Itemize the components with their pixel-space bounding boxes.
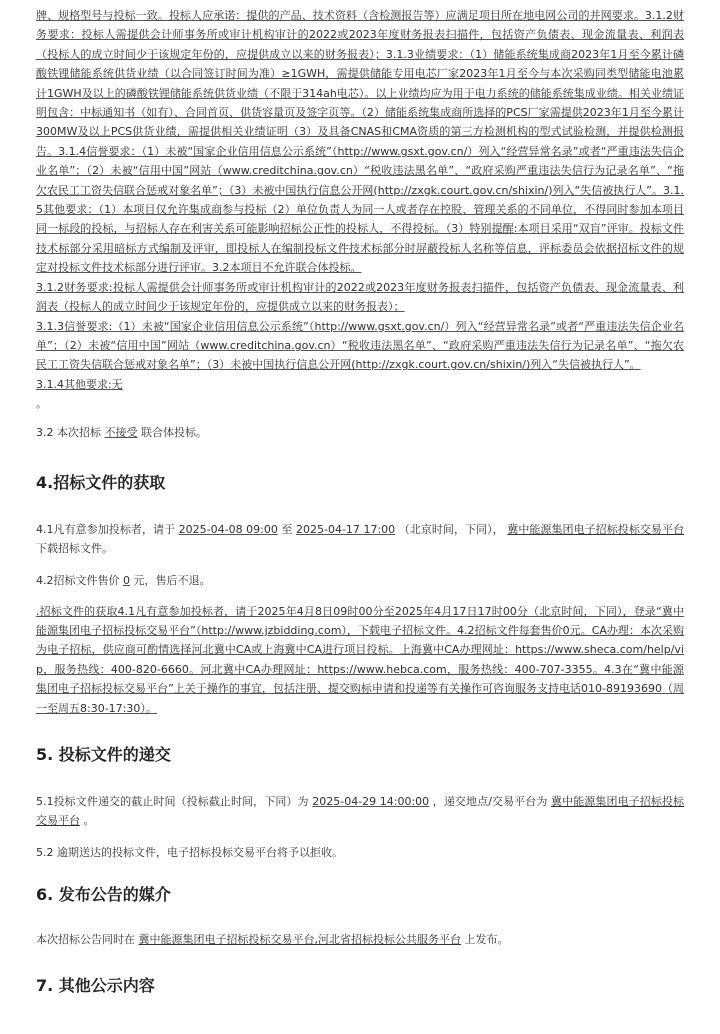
text-fragment: ，递交地点/交易平台为 — [432, 794, 548, 808]
late-submission-text: 5.2 逾期送达的投标文件，电子招标投标交易平台将予以拒收。 — [36, 845, 343, 859]
tender-docs-price-text — [36, 571, 684, 590]
text-fragment: 至 — [281, 522, 293, 536]
platform-link[interactable]: 冀中能源集团电子招标投标交易平台 — [507, 522, 685, 536]
tender-docs-detail-text: .招标文件的获取4.1凡有意参加投标者，请于2025年4月8日09时00分至2025年4月17日17时00分（北京时间，下同），登录“冀中能源集团电子招标投标交易平台”（http://www.jzbidding.com），下载电子招标文件。4.2招标文件每套售价0元。CA办理：本次采购为电子招标，供应商可酌情选择河北冀中CA或上海冀中CA进行项目投标。上海冀中CA办理网址：https://www.sheca.com/help/vip，服务热线：400-820-6660。河北冀中CA办理网址：https://www.hebca.com，服务热线：400-707-3355。4.3在“冀中能源集团电子招标投标交易平台”上关于操作的事宜，包括注册、提交购标申请和投递等有关操作可咨询服务支持电话010-89193690（周一至周五8:30-17:30）。 — [36, 604, 684, 715]
text-fragment: 元，售后不退。 — [133, 573, 211, 587]
download-end-time: 2025-04-17 17:00 — [295, 522, 396, 536]
joint-bid-suffix: 联合体投标。 — [141, 425, 207, 439]
section-heading-publication-media: 6. 发布公告的媒介 — [36, 884, 171, 904]
text-fragment: 本次招标公告同时在 — [36, 932, 135, 946]
submission-platform-link[interactable]: 冀中能源集团电子招标投标交易平台 — [36, 794, 685, 828]
text-fragment: 。 — [83, 814, 95, 828]
download-start-time: 2025-04-08 09:00 — [178, 522, 278, 536]
text-fragment: 上发布。 — [464, 932, 509, 946]
joint-bid-statement — [36, 423, 684, 442]
section-heading-tender-docs: 4.招标文件的获取 — [36, 472, 166, 492]
text-fragment: （北京时间，下同）， — [398, 522, 504, 536]
section-heading-bid-submission: 5. 投标文件的递交 — [36, 744, 171, 764]
section-heading-other: 7. 其他公示内容 — [36, 975, 155, 995]
publication-media-link[interactable]: 冀中能源集团电子招标投标交易平台,河北省招标投标公共服务平台 — [138, 932, 461, 946]
tender-docs-download-text — [36, 520, 684, 559]
publication-media-text — [36, 930, 684, 949]
text-fragment: 4.1凡有意参加投标者，请于 — [36, 522, 176, 536]
trailing-period: 。 — [36, 396, 47, 410]
joint-bid-prefix: 3.2 本次招标 — [36, 425, 101, 439]
credit-requirements-text: 3.1.3信誉要求:（1）未被“国家企业信用信息公示系统”（http://www.gsxt.gov.cn/）列入“经营异常名录”或者“严重违法失信企业名单”；（2）未被“信用中国”网站（www.creditchina.gov.cn）“税收违法黑名单”、“政府采购严重违法失信行为记录名单”、“拖欠农民工工资失信联合惩戒对象名单”；（3）未被中国执行信息公开网(http://zxgk.court.gov.cn/shixin/)列入“失信被执行人”。 — [36, 319, 684, 372]
text-fragment: 4.2招标文件售价 — [36, 573, 120, 587]
bid-deadline: 2025-04-29 14:00:00 — [312, 794, 430, 808]
text-fragment: 5.1投标文件递交的截止时间（投标截止时间，下同）为 — [36, 794, 309, 808]
financial-requirements-text: 3.1.2财务要求:投标人需提供会计师事务所或审计机构审计的2022或2023年度财务报表扫描件，包括资产负债表、现金流量表、利润表（投标人的成立时间少于该规定年份的，应提供成立以来的财务报表）； — [36, 280, 684, 314]
bid-submission-deadline-text — [36, 792, 684, 831]
joint-bid-value: 不接受 — [104, 425, 138, 439]
tender-docs-price: 0 — [123, 573, 130, 587]
text-fragment: 下载招标文件。 — [36, 542, 113, 556]
other-requirements-text: 3.1.4其他要求:无 — [36, 377, 123, 391]
qualification-requirements-text: 牌、规格型号与投标一致。投标人应承诺：提供的产品、技术资料（含检测报告等）应满足项目所在地电网公司的并网要求。3.1.2财务要求：投标人需提供会计师事务所或审计机构审计的2022或2023年度财务报表扫描件，包括资产负债表、现金流量表、利润表（投标人的成立时间少于该规定年份的，应提供成立以来的财务报表）；3.1.3业绩要求：（1）储能系统集成商2023年1月至今累计磷酸铁锂储能系统供货业绩（以合同签订时间为准）≥1GWH，需提供储能专用电芯厂家2023年1月至今与本次采购同类型储能电池累计1GWH及以上的磷酸铁锂储能系统供货业绩（不限于314ah电芯）。以上业绩均应为用于电力系统的储能系统集成业绩。相关业绩证明包含：中标通知书（如有）、合同首页、供货容量页及签字页等。（2）储能系统集成商所选择的PCS厂家需提供2023年1月至今累计300MW及以上PCS供货业绩，需提供相关业绩证明（3）及具备CNAS和CMA资质的第三方检测机构的型式试验检测，并提供检测报告。3.1.4信誉要求：（1）未被“国家企业信用信息公示系统”（http://www.gsxt.gov.cn/）列入“经营异常名录”或者“严重违法失信企业名单”；（2）未被“信用中国”网站（www.creditchina.gov.cn）“税收违法黑名单”、“政府采购严重违法失信行为记录名单”、“拖欠农民工工资失信联合惩戒对象名单”；（3）未被中国执行信息公开网(http://zxgk.court.gov.cn/shixin/)列入“失信被执行人”。3.1.5其他要求：（1）本项目仅允许集成商参与投标（2）单位负责人为同一人或者存在控股、管理关系的不同单位，不得同时参加本项目同一标段的投标，与招标人存在利害关系可能影响招标公正性的投标人，不得投标。（3）特别提醒:本项目采用“双盲”评审。投标文件技术标部分采用暗标方式编制及评审，即投标人在编制投标文件技术标部分时屏蔽投标人名称等信息，评标委员会依据招标文件的规定对投标文件技术标部分进行评审。3.2本项目不允许联合体投标。 — [36, 9, 684, 275]
